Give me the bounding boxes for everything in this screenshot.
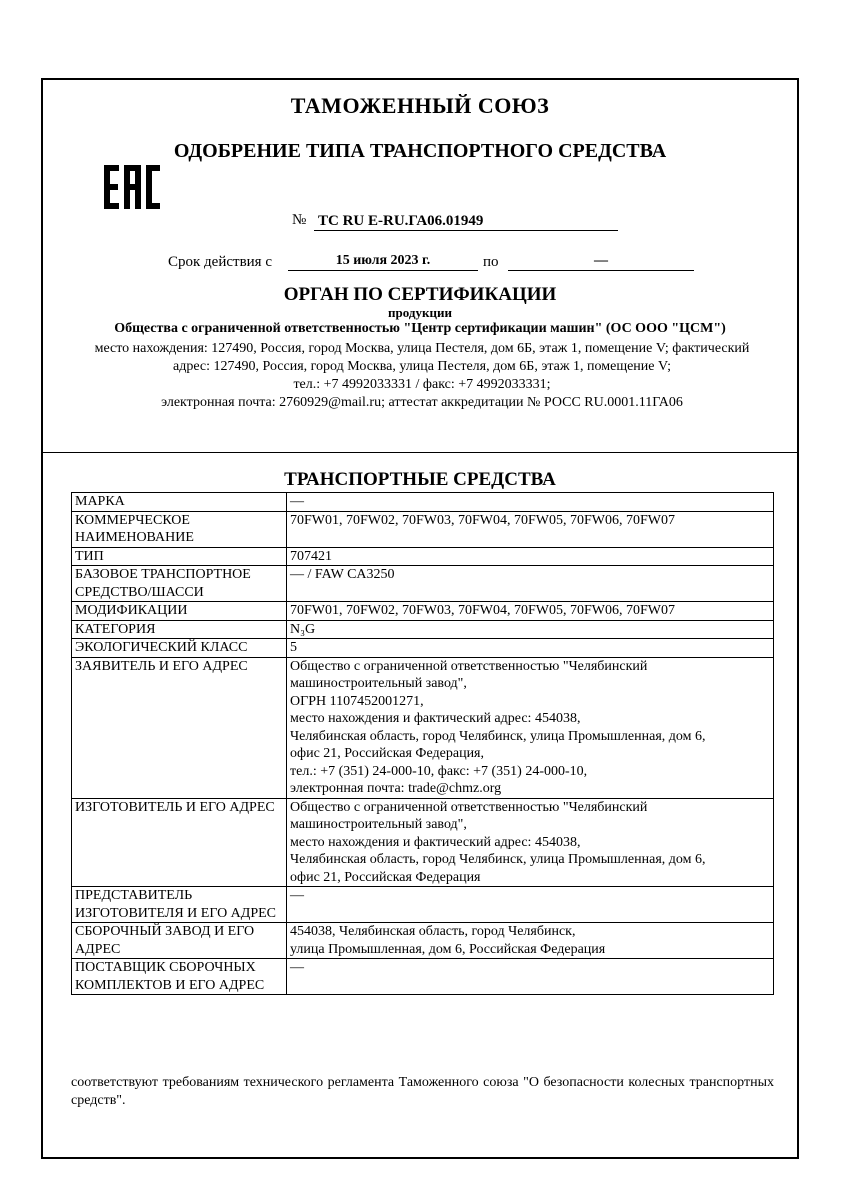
row-label: БАЗОВОЕ ТРАНСПОРТНОЕ СРЕДСТВО/ШАССИ (72, 566, 287, 602)
certification-organization: Общества с ограниченной ответственностью "Центр сертификации машин" (ОС ООО "ЦСМ") (114, 321, 726, 336)
approval-title: ОДОБРЕНИЕ ТИПА ТРАНСПОРТНОГО СРЕДСТВА (173, 140, 667, 162)
table-row (72, 657, 774, 798)
address-line: тел.: +7 4992033331 / факс: +7 4992033331; (293, 377, 551, 392)
row-label: МОДИФИКАЦИИ (72, 602, 287, 621)
vehicles-title: ТРАНСПОРТНЫЕ СРЕДСТВА (284, 469, 556, 490)
table-row (72, 620, 774, 639)
row-label: ПРЕДСТАВИТЕЛЬ ИЗГОТОВИТЕЛЯ И ЕГО АДРЕС (72, 887, 287, 923)
address-line: адрес: 127490, Россия, город Москва, улица Пестеля, дом 6Б, этаж 1, помещение V; (173, 359, 671, 374)
row-label: КОММЕРЧЕСКОЕ НАИМЕНОВАНИЕ (72, 511, 287, 547)
customs-union-title: ТАМОЖЕННЫЙ СОЮЗ (290, 93, 550, 118)
row-label: ЗАЯВИТЕЛЬ И ЕГО АДРЕС (72, 657, 287, 798)
table-row (72, 887, 774, 923)
row-value: 70FW01, 70FW02, 70FW03, 70FW04, 70FW05, 70FW06, 70FW07 (287, 602, 774, 621)
row-label: ЭКОЛОГИЧЕСКИЙ КЛАСС (72, 639, 287, 658)
valid-to-date: — (508, 252, 694, 271)
row-value: 5 (287, 639, 774, 658)
table-row (72, 959, 774, 995)
table-row (72, 639, 774, 658)
row-label: ПОСТАВЩИК СБОРОЧНЫХ КОМПЛЕКТОВ И ЕГО АДРЕС (72, 959, 287, 995)
row-value: — / FAW CA3250 (287, 566, 774, 602)
row-label: СБОРОЧНЫЙ ЗАВОД И ЕГО АДРЕС (72, 923, 287, 959)
vehicles-table (71, 492, 774, 995)
row-value: — (287, 959, 774, 995)
row-label: МАРКА (72, 493, 287, 512)
row-value: — (287, 887, 774, 923)
address-line: электронная почта: 2760929@mail.ru; аттестат аккредитации № РОСС RU.0001.11ГА06 (161, 395, 683, 410)
eac-logo-icon (103, 162, 161, 212)
certification-address (50, 340, 794, 412)
valid-to-label: по (483, 254, 499, 270)
row-label: ИЗГОТОВИТЕЛЬ И ЕГО АДРЕС (72, 798, 287, 887)
address-line: место нахождения: 127490, Россия, город Москва, улица Пестеля, дом 6Б, этаж 1, помещение V; фактический (94, 341, 750, 356)
table-row (72, 511, 774, 547)
table-row (72, 798, 774, 887)
valid-from-date: 15 июля 2023 г. (288, 252, 478, 271)
row-value: 70FW01, 70FW02, 70FW03, 70FW04, 70FW05, 70FW06, 70FW07 (287, 511, 774, 547)
table-row (72, 566, 774, 602)
table-row (72, 602, 774, 621)
certification-body-subtitle: продукции (388, 305, 452, 320)
row-value: Общество с ограниченной ответственностью "Челябинский машиностроительный завод", место нахождения и фактический адрес: 454038, Челябинская область, город Челябинск, улица Промышленная, дом 6, офис 21, Российская Федерация (287, 798, 774, 887)
section-divider (41, 452, 799, 453)
row-label: ТИП (72, 547, 287, 566)
number-label: № (292, 212, 307, 228)
table-row (72, 547, 774, 566)
row-label: КАТЕГОРИЯ (72, 620, 287, 639)
row-value: N₃G (287, 620, 774, 639)
validity-label: Срок действия с (168, 254, 272, 270)
table-row (72, 493, 774, 512)
certification-body-title: ОРГАН ПО СЕРТИФИКАЦИИ (283, 284, 557, 305)
compliance-statement: соответствуют требованиям технического регламента Таможенного союза "О безопасности колесных транспортных средств". (71, 1075, 774, 1108)
row-value: Общество с ограниченной ответственностью "Челябинский машиностроительный завод", ОГРН 1107452001271, место нахождения и фактический адрес: 454038, Челябинская область, город Челябинск, улица Промышленная, дом 6, офис 21, Российская Федерация, тел.: +7 (351) 24-000-10, факс: +7 (351) 24-000-10, электронная почта: trade@chmz.org (287, 657, 774, 798)
approval-number: ТС RU E-RU.ГА06.01949 (314, 212, 618, 231)
row-value: 707421 (287, 547, 774, 566)
row-value: 454038, Челябинская область, город Челябинск, улица Промышленная, дом 6, Российская Федерация (287, 923, 774, 959)
table-row (72, 923, 774, 959)
row-value: — (287, 493, 774, 512)
